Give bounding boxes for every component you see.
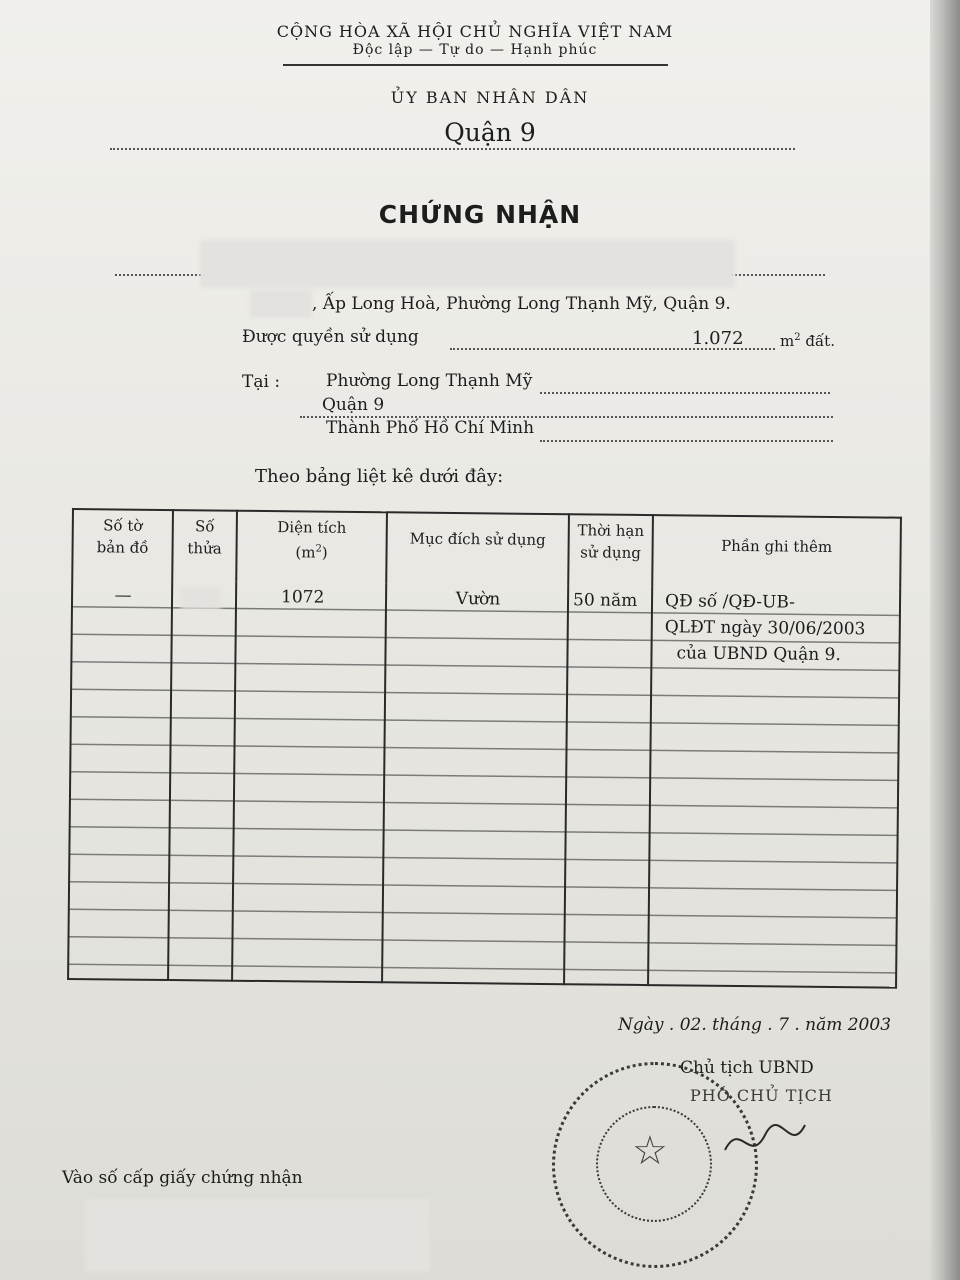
ward-dotted-line — [540, 392, 830, 394]
land-parcel-table — [67, 508, 902, 989]
cell-parcel — [168, 581, 236, 981]
issue-date: Ngày . 02. tháng . 7 . năm 2003 — [618, 1015, 892, 1035]
notes-line-3: của UBND Quận 9. — [676, 643, 841, 666]
committee-heading: ỦY BAN NHÂN DÂN — [390, 88, 590, 107]
header-map-sheet: Số tờ bản đồ — [72, 509, 173, 581]
signer-title: Chủ tịch UBND — [680, 1058, 814, 1078]
district-heading: Quận 9 — [444, 118, 536, 147]
redacted-owner-name — [200, 240, 735, 288]
header-area: Diện tích $(m^2)$ — [236, 511, 387, 584]
national-motto: Độc lập — Tự do — Hạnh phúc — [352, 42, 598, 58]
usage-unit: $m^2$ đất. — [780, 332, 835, 350]
location-label: Tại : — [242, 372, 281, 392]
header-purpose: Mục đích sử dụng — [386, 512, 569, 585]
header-parcel: Số thửa — [172, 510, 237, 582]
list-intro: Theo bảng liệt kê dưới đây: — [255, 466, 504, 487]
cell-area: 1072 — [232, 582, 386, 983]
usage-area-value: 1.072 — [692, 328, 744, 349]
republic-heading: CỘNG HÒA XÃ HỘI CHỦ NGHĨA VIỆT NAM — [276, 22, 674, 41]
usage-label: Được quyền sử dụng — [242, 327, 419, 347]
header-underline — [283, 64, 668, 66]
location-ward: Phường Long Thạnh Mỹ — [326, 371, 533, 391]
cell-purpose: Vườn — [382, 583, 568, 984]
cell-term: 50 năm — [564, 585, 652, 985]
page-edge-shadow — [930, 0, 960, 1280]
redacted-parcel-number — [181, 587, 221, 609]
signature-scribble — [720, 1110, 810, 1170]
location-district: Quận 9 — [322, 395, 385, 415]
header-notes: Phần ghi thêm — [652, 515, 901, 589]
signer-role-stamp: PHÓ CHỦ TỊCH — [690, 1086, 833, 1105]
redacted-house-number — [250, 290, 312, 318]
table-row — [68, 580, 900, 988]
seal-star-icon: ☆ — [632, 1128, 668, 1174]
cell-map-sheet: — — [68, 580, 172, 980]
certificate-title: CHỨNG NHẬN — [378, 200, 582, 229]
city-dotted-line — [540, 440, 833, 442]
table-header-row — [72, 509, 901, 589]
notes-line-2: QLĐT ngày 30/06/2003 — [664, 617, 866, 640]
address-line: , Ấp Long Hoà, Phường Long Thạnh Mỹ, Quận 9. — [312, 294, 731, 314]
notes-line-1: QĐ số /QĐ-UB- — [664, 591, 796, 613]
header-term: Thời hạn sử dụng — [568, 514, 653, 586]
location-city: Thành Phố Hồ Chí Minh — [326, 418, 535, 438]
district-dotted-line — [110, 148, 795, 150]
redacted-registry-number — [85, 1198, 430, 1272]
cell-notes — [648, 586, 900, 988]
registry-label: Vào số cấp giấy chứng nhận — [62, 1168, 303, 1188]
